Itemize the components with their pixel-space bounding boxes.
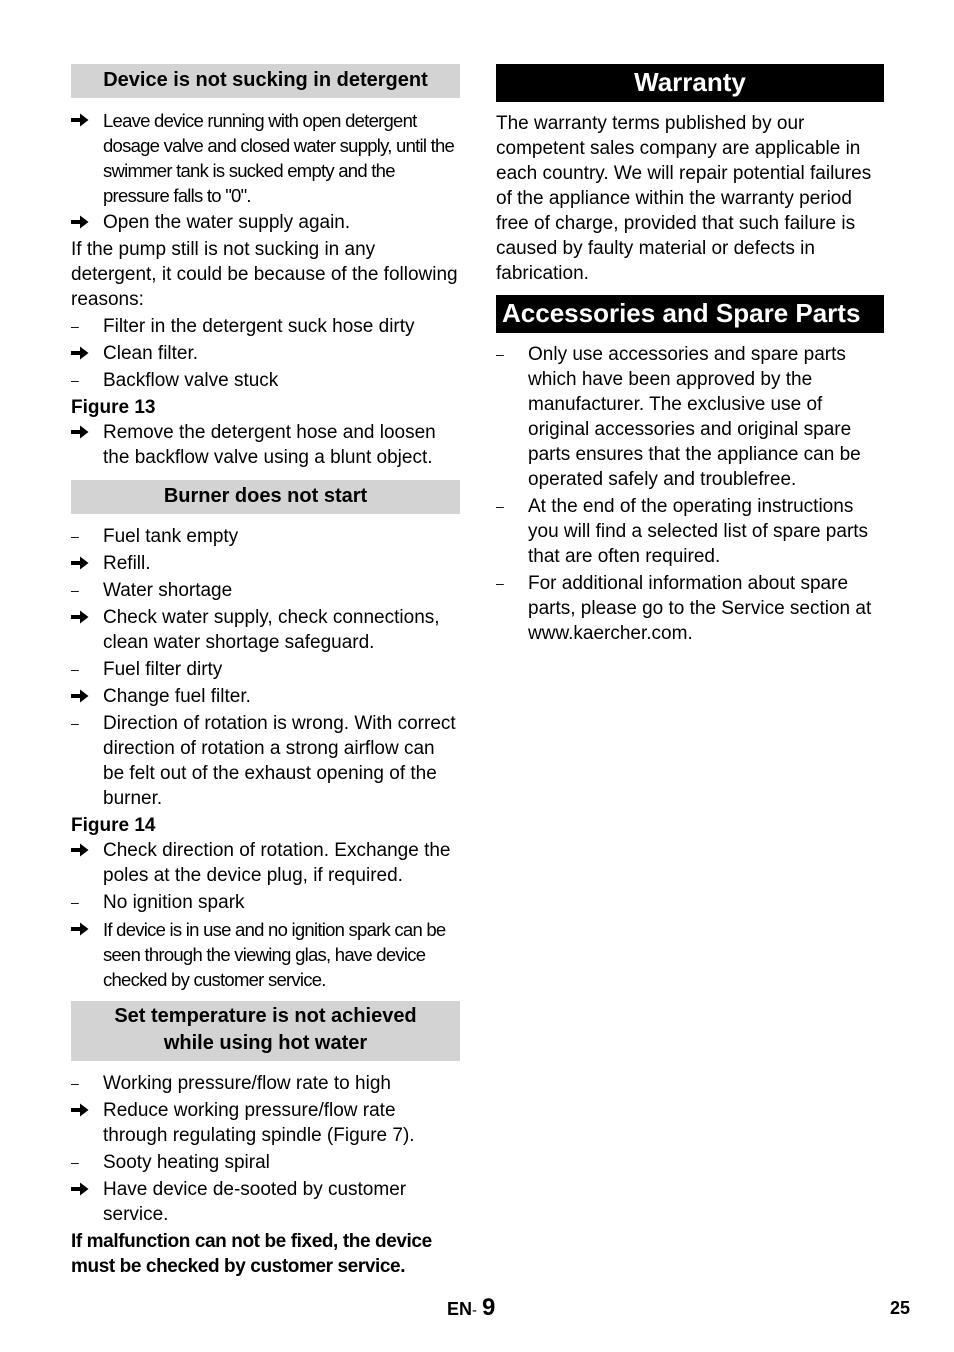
- footer-language: EN: [447, 1299, 473, 1319]
- dash-bullet-icon: –: [71, 1075, 79, 1091]
- page-number: 25: [890, 1298, 911, 1318]
- heading-line-1: Set temperature is not achieved: [114, 1005, 417, 1027]
- warranty-text: The warranty terms published by our competent sales company are applicable in each country. We will repair potential failures of the appliance within the warranty period free of charge, provided that such failure is caused by faulty material or defects in fabrication.: [496, 113, 872, 284]
- dash-bullet-icon: –: [496, 498, 504, 514]
- right-arrow-icon: [71, 420, 97, 439]
- item-text: Leave device running with open detergent dosage valve and closed water supply, until the swimmer tank is sucked empty and the pressure falls to "0".: [103, 110, 455, 206]
- item-text: No ignition spark: [103, 892, 245, 913]
- action-item: [71, 1098, 460, 1148]
- item-text: Check direction of rotation. Exchange the poles at the device plug, if required.: [103, 840, 451, 886]
- action-item: [71, 1177, 460, 1227]
- right-column: [496, 64, 884, 648]
- action-item: [71, 917, 460, 992]
- action-item: [71, 108, 460, 208]
- section-heading-temperature: [71, 1001, 460, 1061]
- item-text: Working pressure/flow rate to high: [103, 1073, 391, 1094]
- right-arrow-icon: [71, 917, 97, 936]
- footer-section-number: 9: [482, 1294, 496, 1321]
- item-text: Change fuel filter.: [103, 686, 251, 707]
- item-text: Reduce working pressure/flow rate through regulating spindle (Figure 7).: [103, 1100, 415, 1146]
- item-text: Backflow valve stuck: [103, 370, 279, 391]
- action-item: [71, 420, 460, 470]
- dash-bullet-icon: –: [71, 894, 79, 910]
- left-column: [71, 64, 460, 1279]
- footer-section-page: [447, 1294, 495, 1322]
- dash-bullet-icon: –: [71, 715, 79, 731]
- accessories-heading: Accessories and Spare Parts: [496, 295, 884, 333]
- cause-item: [496, 494, 884, 569]
- item-text: Direction of rotation is wrong. With correct direction of rotation a strong airflow can be felt out of the exhaust opening of the burner.: [103, 713, 456, 809]
- item-text: Open the water supply again.: [103, 212, 351, 233]
- right-arrow-icon: [71, 341, 97, 360]
- temperature-troubleshooting-list: [71, 1071, 460, 1227]
- dash-bullet-icon: –: [71, 528, 79, 544]
- warranty-heading: Warranty: [496, 64, 884, 102]
- right-arrow-icon: [71, 1098, 97, 1117]
- cause-item: [71, 890, 460, 915]
- item-text: Clean filter.: [103, 343, 199, 364]
- accessories-list: [496, 342, 884, 646]
- action-item: [71, 341, 460, 366]
- item-text: At the end of the operating instructions you will find a selected list of spare parts that are often required.: [528, 496, 869, 567]
- cause-item: [71, 1071, 460, 1096]
- item-text: Only use accessories and spare parts which have been approved by the manufacturer. The exclusive use of original accessories and original spare parts ensures that the appliance can be operated safely and troublefree.: [528, 344, 861, 490]
- action-item: [71, 684, 460, 709]
- action-item: [71, 838, 460, 888]
- dash-bullet-icon: –: [496, 346, 504, 362]
- section-heading-detergent: Device is not sucking in detergent: [71, 64, 460, 98]
- dash-bullet-icon: –: [496, 575, 504, 591]
- item-text: Have device de-sooted by customer service.: [103, 1179, 407, 1225]
- item-text: Refill.: [103, 553, 151, 574]
- dash-bullet-icon: –: [71, 582, 79, 598]
- cause-item: [71, 1150, 460, 1175]
- right-arrow-icon: [71, 684, 97, 703]
- cause-item: [71, 657, 460, 682]
- paragraph: If the pump still is not sucking in any detergent, it could be because of the following reasons:: [71, 239, 458, 310]
- figure-reference: Figure 13: [71, 397, 156, 418]
- right-arrow-icon: [71, 108, 97, 127]
- item-text: Sooty heating spiral: [103, 1152, 270, 1173]
- footer-separator: -: [472, 1302, 478, 1319]
- right-arrow-icon: [71, 1177, 97, 1196]
- right-arrow-icon: [71, 838, 97, 857]
- final-note: If malfunction can not be fixed, the device must be checked by customer service.: [71, 1231, 432, 1277]
- item-text: Check water supply, check connections, clean water shortage safeguard.: [103, 607, 440, 653]
- heading-line-2: while using hot water: [163, 1032, 368, 1054]
- dash-bullet-icon: –: [71, 372, 79, 388]
- action-item: [71, 210, 460, 235]
- right-arrow-icon: [71, 551, 97, 570]
- cause-item: [71, 711, 460, 811]
- cause-item: [496, 342, 884, 492]
- action-item: [71, 551, 460, 576]
- dash-bullet-icon: –: [71, 661, 79, 677]
- item-text: Remove the detergent hose and loosen the backflow valve using a blunt object.: [103, 422, 436, 468]
- item-text: Water shortage: [103, 580, 233, 601]
- cause-item: [71, 314, 460, 339]
- cause-item: [71, 368, 460, 393]
- item-text: If device is in use and no ignition spark can be seen through the viewing glas, have device checked by customer service.: [103, 919, 446, 990]
- item-text: For additional information about spare parts, please go to the Service section at www.kaercher.com.: [528, 573, 872, 644]
- dash-bullet-icon: –: [71, 1154, 79, 1170]
- right-arrow-icon: [71, 210, 97, 229]
- section-heading-burner: Burner does not start: [71, 480, 460, 514]
- cause-item: [496, 571, 884, 646]
- item-text: Fuel tank empty: [103, 526, 239, 547]
- detergent-troubleshooting-list: [71, 108, 460, 470]
- action-item: [71, 605, 460, 655]
- item-text: Filter in the detergent suck hose dirty: [103, 316, 415, 337]
- figure-reference: Figure 14: [71, 815, 156, 836]
- burner-troubleshooting-list: [71, 524, 460, 992]
- dash-bullet-icon: –: [71, 318, 79, 334]
- right-arrow-icon: [71, 605, 97, 624]
- item-text: Fuel filter dirty: [103, 659, 223, 680]
- cause-item: [71, 578, 460, 603]
- cause-item: [71, 524, 460, 549]
